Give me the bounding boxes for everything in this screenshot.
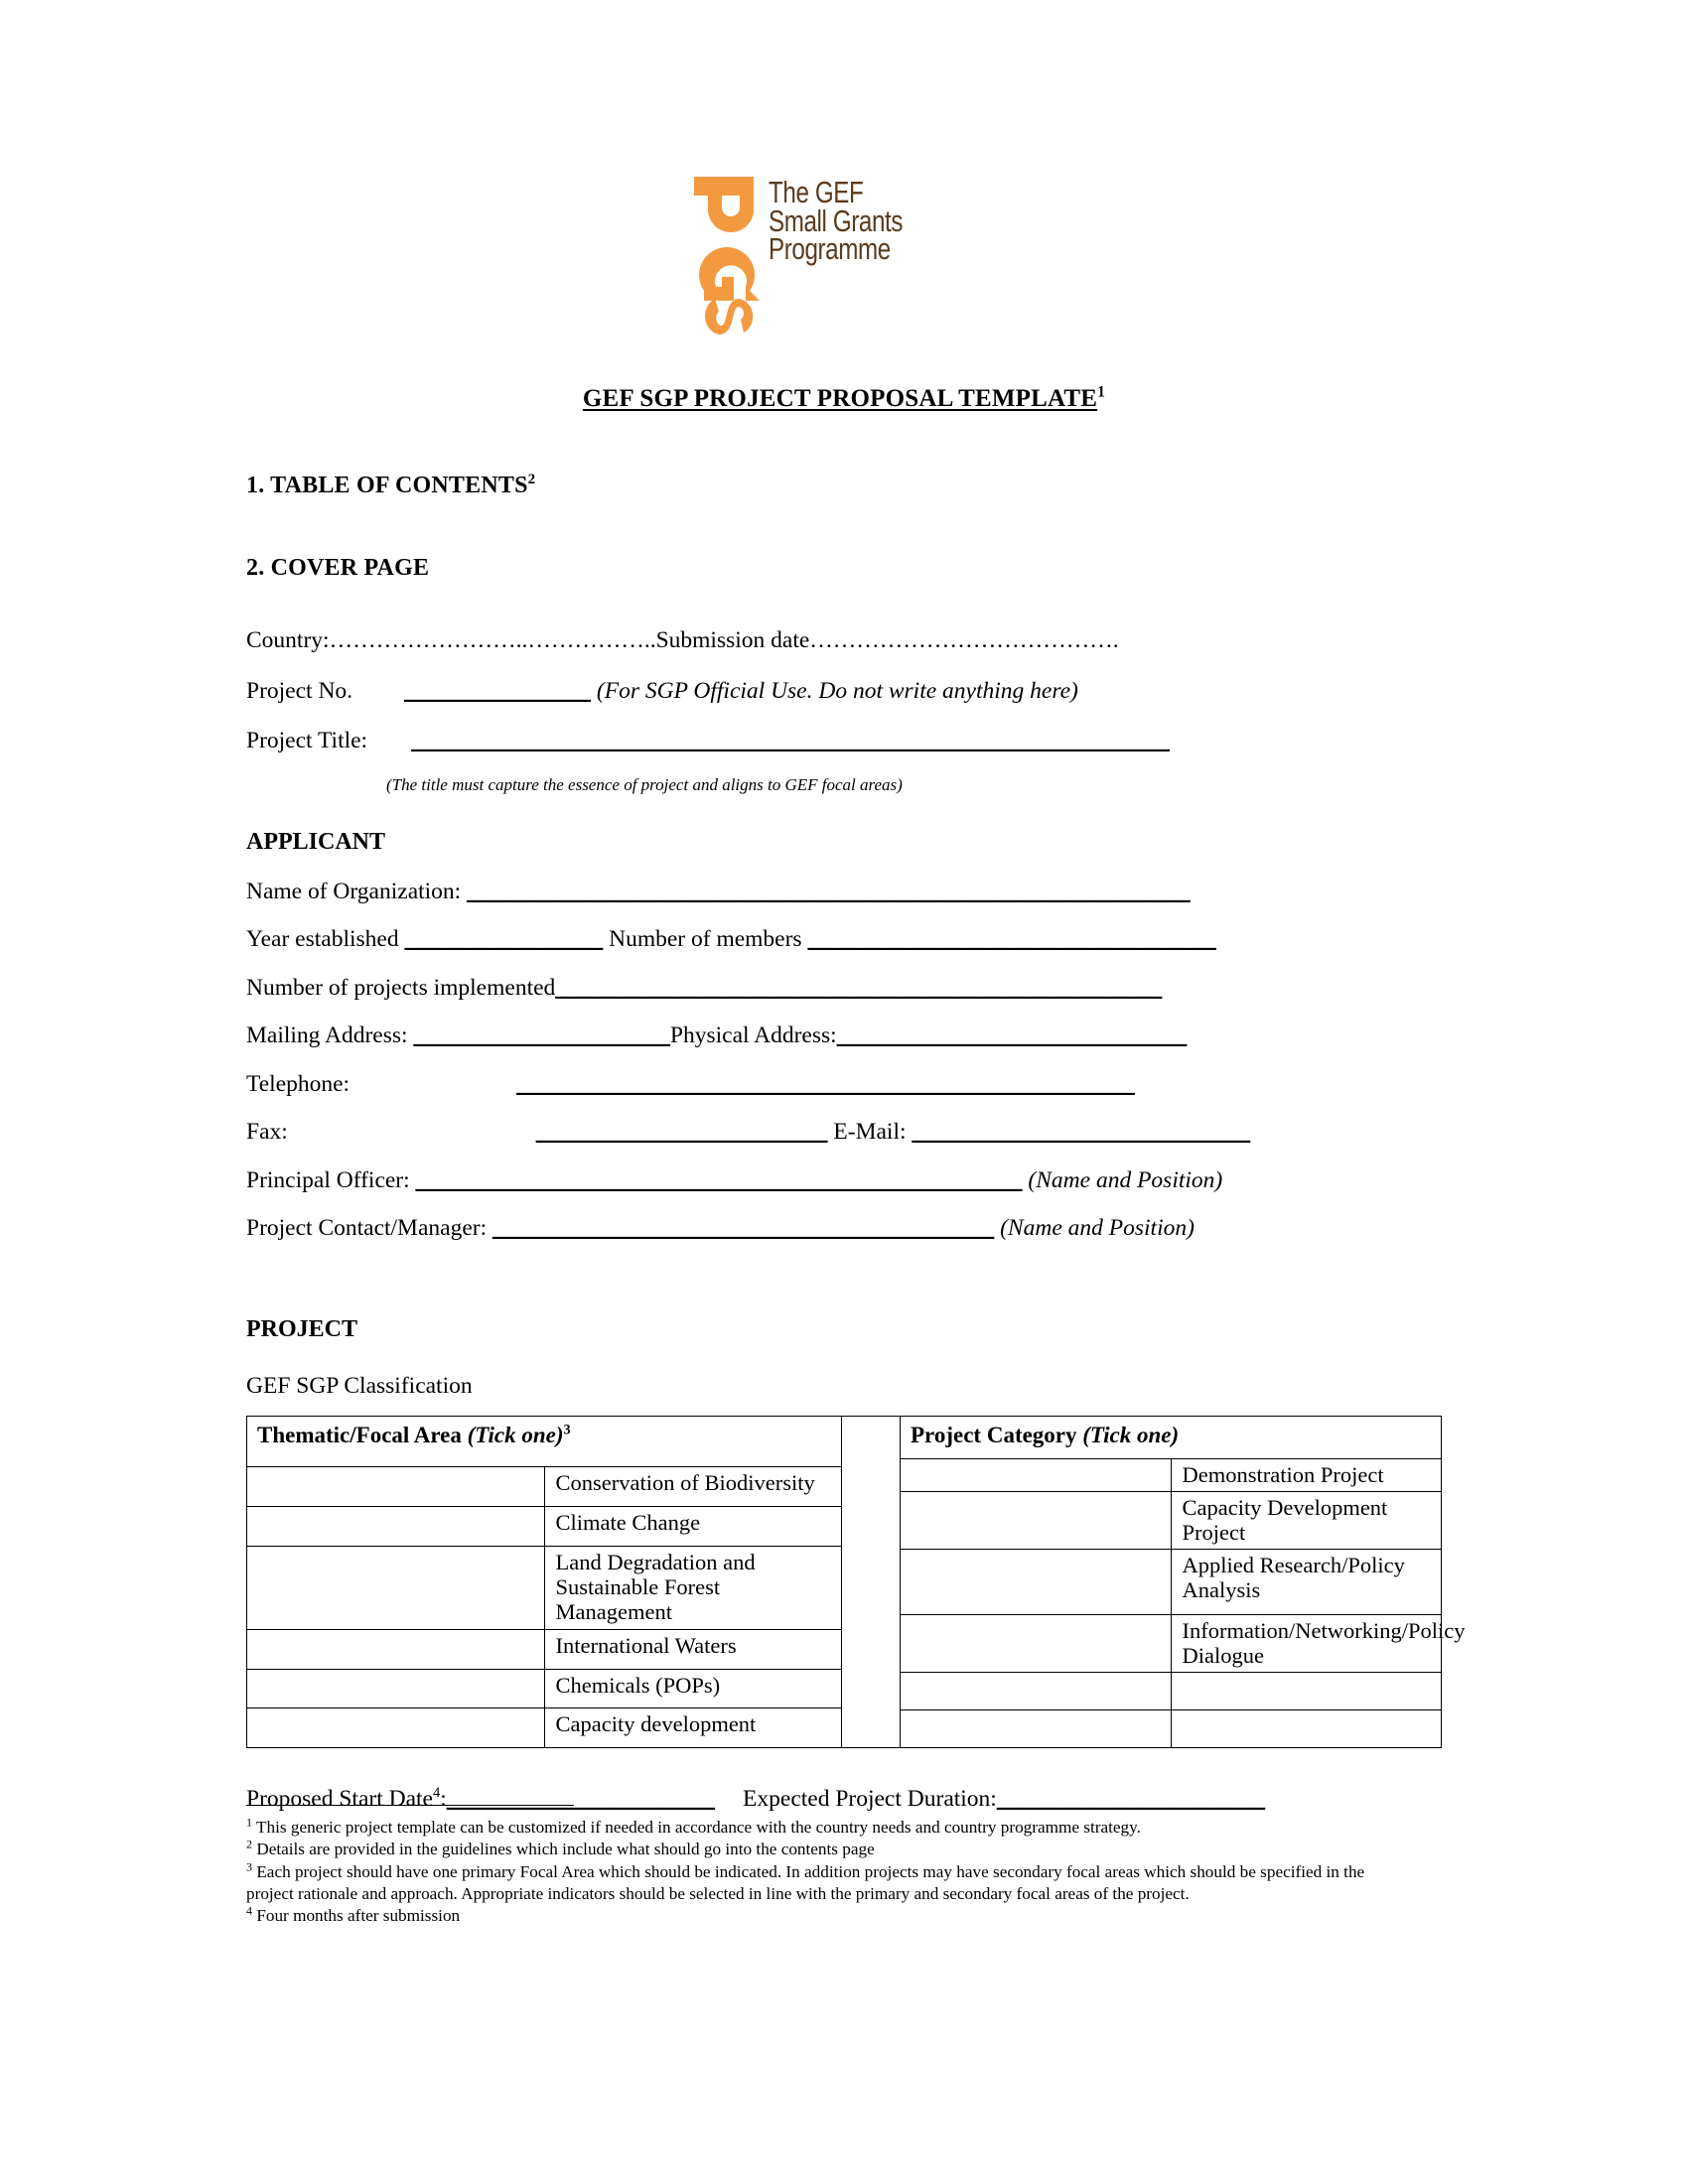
project-no-label: Project No. <box>246 677 353 704</box>
field-projects-implemented <box>246 974 1442 1001</box>
footnote-marker: 1 <box>246 1815 253 1830</box>
principal-officer-label: Principal Officer: <box>246 1166 410 1193</box>
tick-checkbox-demonstration-project[interactable] <box>901 1458 1172 1491</box>
footnote-marker: 4 <box>246 1903 253 1918</box>
thematic-header-footnote-marker: 3 <box>563 1421 571 1437</box>
tick-checkbox-conservation-of-biodiversity[interactable] <box>247 1467 545 1507</box>
country-label: Country: <box>246 627 330 653</box>
field-fax-and-email <box>246 1121 1442 1145</box>
footnote-marker: 2 <box>246 1837 253 1851</box>
project-contact-label: Project Contact/Manager: <box>246 1215 488 1241</box>
project-no-input-blank[interactable]: ________________ <box>404 677 592 704</box>
category-label: Demonstration Project <box>1171 1458 1442 1491</box>
tick-checkbox-applied-research-policy-analysis[interactable] <box>901 1550 1172 1615</box>
focal-area-label: Capacity development <box>544 1708 842 1748</box>
email-label: E-Mail: <box>833 1119 907 1145</box>
classification-tables <box>246 1416 1466 1749</box>
category-label-empty <box>1171 1673 1442 1710</box>
country-dotted-blank[interactable]: ……………………..…………….. <box>329 627 656 653</box>
table-row <box>901 1491 1442 1549</box>
expected-duration-input-blank[interactable]: _______________________ <box>996 1786 1266 1813</box>
field-addresses <box>246 1024 1442 1048</box>
table-row <box>901 1673 1442 1710</box>
submission-date-dotted-blank[interactable]: …………………………………. <box>809 627 1119 653</box>
category-header-text: Project Category <box>911 1422 1077 1447</box>
footnotes-area <box>246 1805 1408 1928</box>
footnote-item <box>246 1905 1408 1927</box>
table-gap-column <box>842 1416 900 1749</box>
table-row <box>901 1615 1442 1673</box>
telephone-label: Telephone: <box>246 1070 351 1097</box>
footnote-text: Each project should have one primary Focal Area which should be indicated. In addition projects may have secondary focal areas which should be specified in the project rationale and approach. Appropriate indicators should be selected in line with the primary and secondary focal areas of the project. <box>246 1861 1365 1904</box>
logo-line-3: Programme <box>769 231 891 267</box>
table-row <box>247 1467 842 1507</box>
project-no-note: (For SGP Official Use. Do not write anything here) <box>596 677 1078 704</box>
project-title-note: (The title must capture the essence of project and aligns to GEF focal areas) <box>386 774 903 794</box>
organization-label: Name of Organization: <box>246 878 462 904</box>
tick-checkbox-land-degradation[interactable] <box>247 1547 545 1630</box>
footnote-text: Four months after submission <box>256 1906 461 1926</box>
focal-area-label: Land Degradation and Sustainable Forest Management <box>544 1547 842 1630</box>
logo-line-2: Small Grants <box>769 203 904 238</box>
field-principal-officer <box>246 1166 1442 1193</box>
start-date-colon: : <box>440 1786 447 1813</box>
project-category-table <box>900 1416 1466 1749</box>
expected-duration-label: Expected Project Duration: <box>743 1786 997 1813</box>
category-label-empty <box>1171 1710 1442 1748</box>
focal-area-label: Chemicals (POPs) <box>544 1669 842 1708</box>
year-established-input-blank[interactable]: _________________ <box>404 926 604 952</box>
fax-label: Fax: <box>246 1119 288 1145</box>
projects-implemented-input-blank[interactable]: ____________________________________________________ <box>555 974 1163 1001</box>
number-of-members-input-blank[interactable]: ___________________________________ <box>807 926 1216 952</box>
tick-checkbox-empty-1[interactable] <box>901 1673 1172 1710</box>
project-category-header <box>901 1416 1442 1458</box>
field-project-no <box>246 677 1442 704</box>
page-title-text: GEF SGP PROJECT PROPOSAL TEMPLATE <box>582 385 1098 412</box>
section-heading-project: PROJECT <box>246 1315 358 1342</box>
tick-checkbox-capacity-development-project[interactable] <box>901 1491 1172 1549</box>
year-established-label: Year established <box>246 926 399 952</box>
category-label: Applied Research/Policy Analysis <box>1171 1550 1442 1615</box>
focal-area-label: Conservation of Biodiversity <box>544 1467 842 1507</box>
table-row <box>247 1669 842 1708</box>
category-label: Information/Networking/Policy Dialogue <box>1171 1615 1442 1673</box>
tick-checkbox-international-waters[interactable] <box>247 1629 545 1669</box>
tick-checkbox-chemicals-pops[interactable] <box>247 1669 545 1708</box>
toc-footnote-marker: 2 <box>527 472 536 487</box>
mailing-address-input-blank[interactable]: ______________________ <box>413 1023 670 1048</box>
logo-line-1: The GEF <box>769 175 864 209</box>
toc-heading-text: 1. TABLE OF CONTENTS <box>246 473 528 498</box>
principal-officer-note: (Name and Position) <box>1028 1166 1223 1193</box>
footnote-text: This generic project template can be customized if needed in accordance with the country needs and country programme strategy. <box>256 1818 1141 1837</box>
organization-input-blank[interactable]: ______________________________________________________________ <box>467 878 1191 904</box>
focal-area-label: Climate Change <box>544 1507 842 1547</box>
project-title-label: Project Title: <box>246 728 368 753</box>
physical-address-input-blank[interactable]: ______________________________ <box>836 1023 1188 1048</box>
page-title <box>246 0 1442 413</box>
projects-implemented-label: Number of projects implemented <box>246 974 556 1001</box>
field-name-of-organization <box>246 878 1442 904</box>
table-row <box>901 1550 1442 1615</box>
tick-checkbox-information-networking-policy-dialogue[interactable] <box>901 1615 1172 1673</box>
field-project-contact-manager <box>246 1217 1442 1241</box>
section-heading-table-of-contents <box>246 473 1442 499</box>
submission-date-label: Submission date <box>655 627 810 653</box>
proposed-start-date-label: Proposed Start Date <box>246 1786 433 1813</box>
start-date-footnote-marker: 4 <box>432 1785 441 1802</box>
footnote-item <box>246 1817 1408 1839</box>
field-country-and-submission-date <box>246 629 1442 653</box>
field-year-and-members <box>246 928 1442 952</box>
category-header-tick-one: (Tick one) <box>1082 1422 1180 1447</box>
footnote-marker: 3 <box>246 1858 253 1873</box>
table-row <box>247 1629 842 1669</box>
thematic-focal-area-header <box>247 1416 842 1467</box>
project-contact-note: (Name and Position) <box>1000 1215 1195 1241</box>
project-contact-input-blank[interactable]: ___________________________________________ <box>492 1215 995 1241</box>
table-row <box>247 1708 842 1748</box>
physical-address-label: Physical Address: <box>669 1023 837 1048</box>
principal-officer-input-blank[interactable]: ____________________________________________________ <box>415 1166 1023 1193</box>
table-header-row <box>247 1416 842 1467</box>
table-row <box>901 1458 1442 1491</box>
start-date-input-blank[interactable]: _______________________ <box>446 1786 716 1813</box>
section-heading-applicant: APPLICANT <box>246 828 386 855</box>
footnote-text: Details are provided in the guidelines which include what should go into the contents page <box>256 1840 875 1859</box>
thematic-header-tick-one: (Tick one) <box>467 1422 564 1447</box>
thematic-header-text: Thematic/Focal Area <box>257 1422 462 1447</box>
focal-area-label: International Waters <box>544 1629 842 1669</box>
number-of-members-label: Number of members <box>609 926 802 952</box>
classification-label: GEF SGP Classification <box>246 1372 473 1399</box>
fax-input-blank[interactable]: _________________________ <box>535 1119 828 1145</box>
tick-checkbox-empty-2[interactable] <box>901 1710 1172 1748</box>
mailing-address-label: Mailing Address: <box>246 1023 408 1048</box>
table-row <box>247 1507 842 1547</box>
thematic-focal-area-table <box>246 1416 842 1749</box>
email-input-blank[interactable]: _____________________________ <box>912 1119 1251 1145</box>
footnote-item <box>246 1839 1408 1860</box>
page-title-footnote-marker: 1 <box>1097 383 1106 401</box>
telephone-input-blank[interactable]: _____________________________________________________ <box>516 1070 1135 1097</box>
project-title-input-blank[interactable]: _________________________________________________________________ <box>411 728 1170 753</box>
category-label: Capacity Development Project <box>1171 1491 1442 1549</box>
footnote-separator-rule <box>246 1805 574 1806</box>
field-telephone <box>246 1070 1442 1097</box>
section-heading-cover-page: 2. COVER PAGE <box>246 555 430 581</box>
tick-checkbox-climate-change[interactable] <box>247 1507 545 1547</box>
table-header-row <box>901 1416 1442 1458</box>
document-body <box>246 0 1466 1813</box>
table-row <box>247 1547 842 1630</box>
footnote-item <box>246 1858 1408 1906</box>
tick-checkbox-capacity-development[interactable] <box>247 1708 545 1748</box>
field-project-title <box>246 730 1442 753</box>
table-row <box>901 1710 1442 1748</box>
